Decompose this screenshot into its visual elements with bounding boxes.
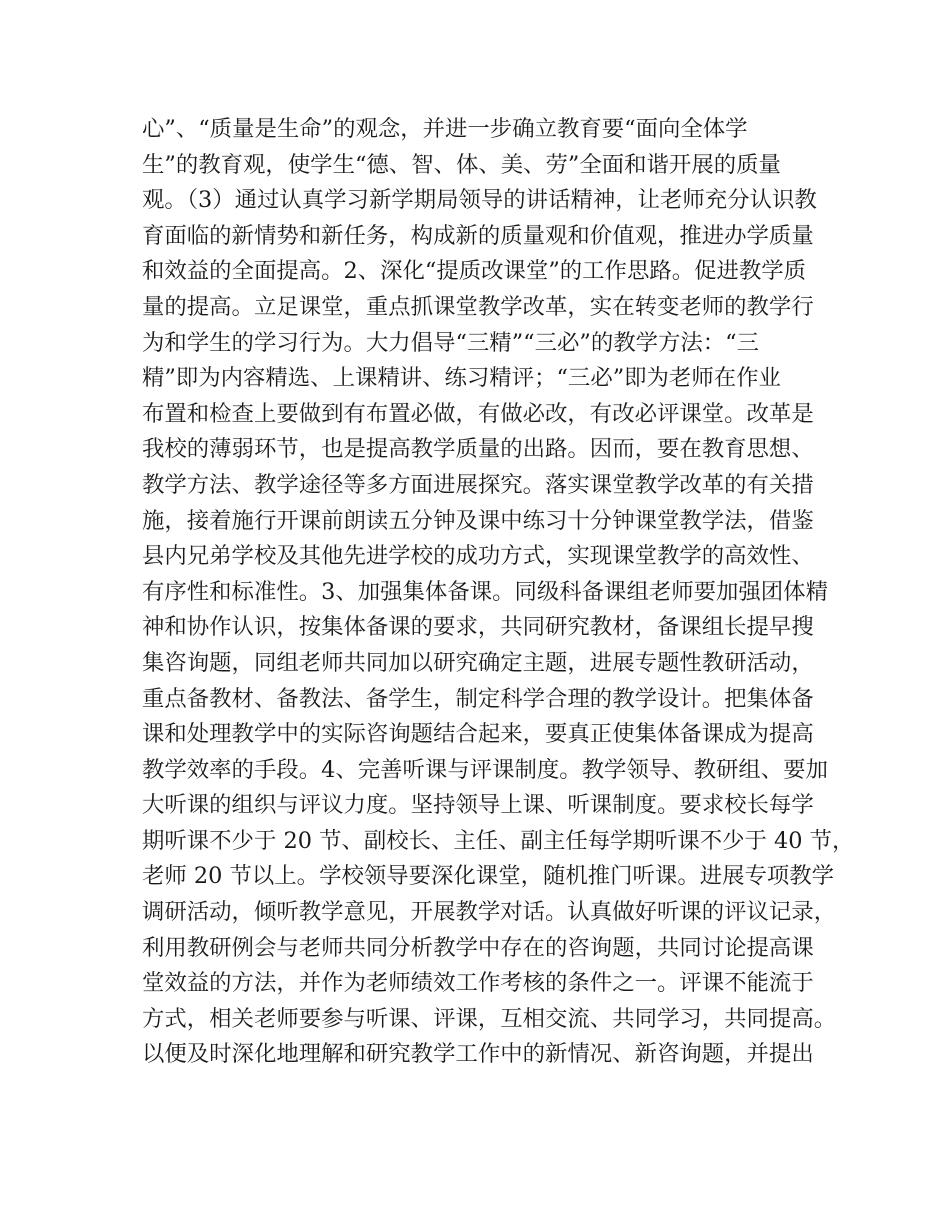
- text-line: 生”的教育观，使学生“德、智、体、美、劳”全面和谐开展的质量: [142, 151, 781, 178]
- text-line: 神和协作认识，按集体备课的要求，共同研究教材，备课组长提早搜: [142, 614, 814, 641]
- text-line: 方式，相关老师要参与听课、评课，互相交流、共同学习，共同提高。: [142, 1005, 837, 1032]
- text-line: 县内兄弟学校及其他先进学校的成功方式，实现课堂教学的高效性、: [142, 543, 814, 570]
- text-line: 育面临的新情势和新任务，构成新的质量观和价值观，推进办学质量: [142, 222, 814, 249]
- text-line: 有序性和标准性。3、加强集体备课。同级科备课组老师要加强团体精: [142, 578, 828, 605]
- text-line: 精”即为内容精选、上课精讲、练习精评；“三必”即为老师在作业: [142, 365, 781, 392]
- text-line: 堂效益的方法，并作为老师绩效工作考核的条件之一。评课不能流于: [142, 970, 814, 997]
- text-line: 布置和检查上要做到有布置必做，有做必改，有改必评课堂。改革是: [142, 400, 814, 427]
- text-line: 重点备教材、备教法、备学生，制定科学合理的教学设计。把集体备: [142, 685, 814, 712]
- text-line: 期听课不少于 20 节、副校长、主任、副主任每学期听课不少于 40 节，: [142, 827, 855, 854]
- body-text: [142, 112, 855, 1073]
- text-line: 施，接着施行开课前朗读五分钟及课中练习十分钟课堂教学法，借鉴: [142, 507, 814, 534]
- text-line: 利用教研例会与老师共同分析教学中存在的咨询题，共同讨论提高课: [142, 934, 814, 961]
- text-line: 量的提高。立足课堂，重点抓课堂教学改革，实在转变老师的教学行: [142, 293, 814, 320]
- text-line: 集咨询题，同组老师共同加以研究确定主题，进展专题性教研活动，: [142, 649, 814, 676]
- text-line: 心”、“质量是生命”的观念，并进一步确立教育要“面向全体学: [142, 116, 748, 142]
- text-line: 以便及时深化地理解和研究教学工作中的新情况、新咨询题，并提出: [142, 1041, 814, 1068]
- text-line: 和效益的全面提高。2、深化“提质改课堂”的工作思路。促进教学质: [142, 258, 807, 285]
- text-line: 为和学生的学习行为。大力倡导“三精”“三必”的教学方法：“三: [142, 329, 759, 356]
- text-line: 老师 20 节以上。学校领导要深化课堂，随机推门听课。进展专项教学: [142, 863, 835, 890]
- text-line: 调研活动，倾听教学意见，开展教学对话。认真做好听课的评议记录，: [142, 899, 837, 926]
- text-line: 大听课的组织与评议力度。坚持领导上课、听课制度。要求校长每学: [142, 792, 814, 819]
- text-line: 我校的薄弱环节，也是提高教学质量的出路。因而，要在教育思想、: [142, 436, 814, 463]
- text-line: 观。（3）通过认真学习新学期局领导的讲话精神，让老师充分认识教: [142, 187, 817, 214]
- text-line: 教学效率的手段。4、完善听课与评课制度。教学领导、教研组、要加: [142, 756, 828, 783]
- text-line: 教学方法、教学途径等多方面进展探究。落实课堂教学改革的有关措: [142, 471, 814, 498]
- text-line: 课和处理教学中的实际咨询题结合起来，要真正使集体备课成为提高: [142, 721, 814, 748]
